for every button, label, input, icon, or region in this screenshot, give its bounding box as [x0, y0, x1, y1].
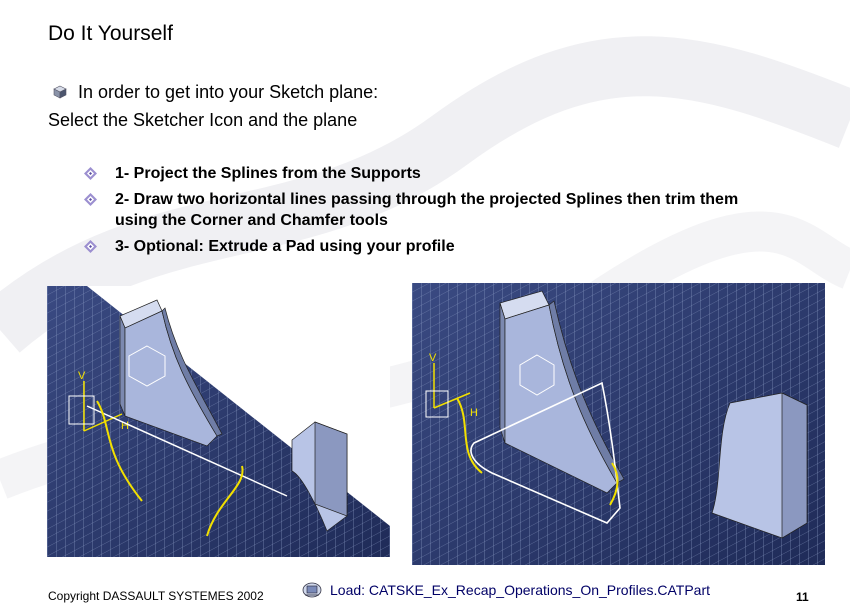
- steps-list: [84, 163, 784, 262]
- axis-v-label: V: [78, 370, 86, 382]
- cad-viewport-left: [47, 286, 390, 557]
- cad-viewport-right: [412, 283, 825, 565]
- load-file-icon[interactable]: [302, 582, 322, 598]
- step-label: 2- Draw two horizontal lines passing through the projected Splines then trim them using the Corner and Chamfer tools: [115, 191, 739, 229]
- diamond-bullet-icon: [84, 240, 97, 253]
- solid-part-right-small: [712, 393, 807, 538]
- load-file-link[interactable]: [302, 582, 710, 598]
- page-number: 11: [796, 590, 809, 604]
- intro-line-1: In order to get into your Sketch plane:: [78, 82, 379, 102]
- intro-line-2: Select the Sketcher Icon and the plane: [48, 110, 358, 130]
- copyright-text: Copyright DASSAULT SYSTEMES 2002: [48, 589, 264, 603]
- axis-v-label: V: [429, 352, 437, 364]
- step-item: [84, 189, 784, 231]
- diamond-bullet-icon: [84, 193, 97, 206]
- step-label: 1- Project the Splines from the Supports: [115, 165, 421, 182]
- slide-title: Do It Yourself: [48, 22, 173, 45]
- intro-text: [48, 78, 378, 134]
- axis-h-label: H: [121, 420, 129, 432]
- step-label: 3- Optional: Extrude a Pad using your profile: [115, 238, 455, 255]
- step-item: [84, 163, 784, 184]
- step-item: [84, 236, 784, 257]
- intro-bullet: [48, 78, 378, 106]
- load-file-label[interactable]: Load: CATSKE_Ex_Recap_Operations_On_Profiles.CATPart: [330, 582, 711, 598]
- diamond-bullet-icon: [84, 167, 97, 180]
- cube-bullet-icon: [53, 85, 67, 99]
- axis-h-label: H: [470, 407, 478, 419]
